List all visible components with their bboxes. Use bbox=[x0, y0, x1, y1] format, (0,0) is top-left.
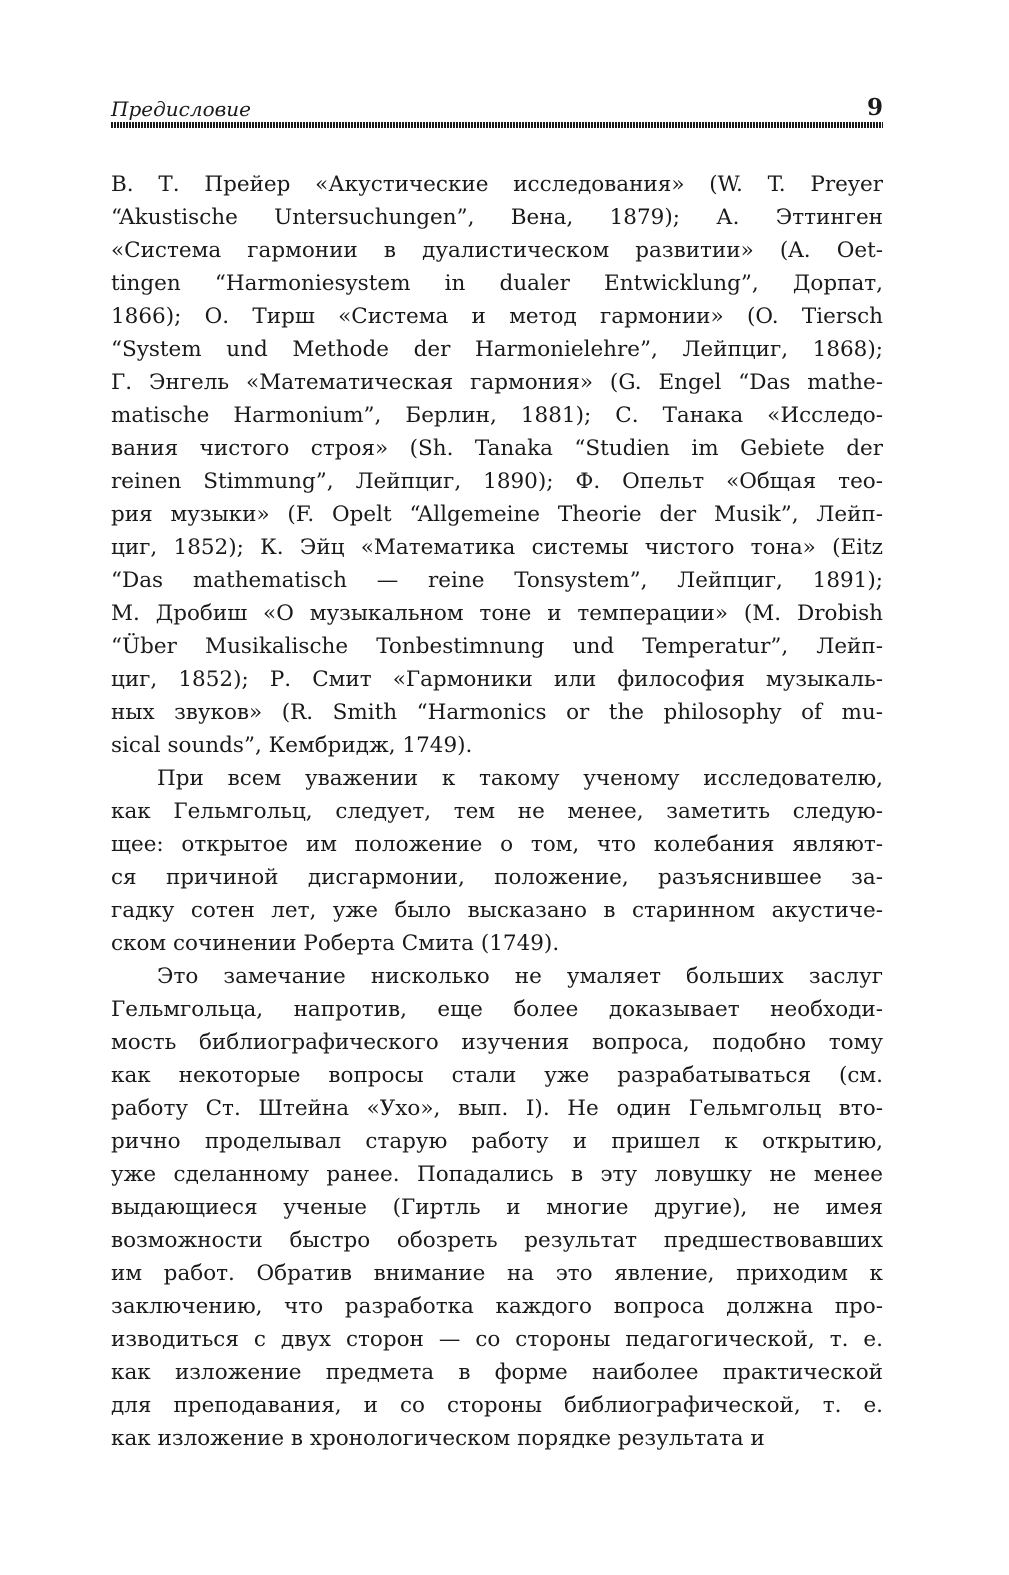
text-line: рично проделывал старую работу и пришел к открытию, bbox=[111, 1129, 883, 1154]
text-line: циг, 1852); Р. Смит «Гармоники или философия музыкаль- bbox=[111, 667, 883, 692]
text-line: заключению, что разработка каждого вопроса должна про- bbox=[111, 1294, 883, 1319]
header-rule bbox=[111, 122, 883, 128]
text-line: В. Т. Прейер «Акустические исследования» (W. T. Preyer bbox=[111, 172, 883, 197]
text-line: изводиться с двух сторон — со стороны педагогической, т. е. bbox=[111, 1327, 883, 1352]
text-line: reinen Stimmung”, Лейпциг, 1890); Ф. Опельт «Общая тео- bbox=[111, 469, 883, 494]
text-line: вания чистого строя» (Sh. Tanaka “Studien im Gebiete der bbox=[111, 436, 883, 461]
text-line: ском сочинении Роберта Смита (1749). bbox=[111, 931, 560, 956]
text-line: как Гельмгольц, следует, тем не менее, заметить следую- bbox=[111, 799, 883, 824]
text-line: «Система гармонии в дуалистическом развитии» (A. Oet- bbox=[111, 238, 883, 263]
text-line: для преподавания, и со стороны библиографической, т. е. bbox=[111, 1393, 883, 1418]
text-line: ся причиной дисгармонии, положение, разъяснившее за- bbox=[111, 865, 883, 890]
text-line: ных звуков» (R. Smith “Harmonics or the philosophy of mu- bbox=[111, 700, 883, 725]
text-line: как изложение в хронологическом порядке результата и bbox=[111, 1426, 765, 1451]
text-line: рия музыки» (F. Opelt “Allgemeine Theorie der Musik”, Лейп- bbox=[111, 502, 883, 527]
text-line: Гельмгольца, напротив, еще более доказывает необходи- bbox=[111, 997, 883, 1022]
text-line: как некоторые вопросы стали уже разрабатываться (см. bbox=[111, 1063, 883, 1088]
text-line: “Über Musikalische Tonbestimnung und Temperatur”, Лейп- bbox=[111, 634, 883, 659]
text-line: работу Ст. Штейна «Ухо», вып. I). Не один Гельмгольц вто- bbox=[111, 1096, 883, 1121]
paragraph bbox=[111, 168, 883, 762]
text-line: matische Harmonium”, Берлин, 1881); С. Танака «Исследо- bbox=[111, 403, 883, 428]
text-line: Г. Энгель «Математическая гармония» (G. Engel “Das mathe- bbox=[111, 370, 883, 395]
text-line: “Akustische Untersuchungen”, Вена, 1879); А. Эттинген bbox=[111, 205, 883, 230]
text-line: выдающиеся ученые (Гиртль и многие другие), не имея bbox=[111, 1195, 883, 1220]
text-line: sical sounds”, Кембридж, 1749). bbox=[111, 733, 473, 758]
section-title: Предисловие bbox=[111, 97, 251, 121]
text-line: При всем уважении к такому ученому исследователю, bbox=[157, 766, 883, 791]
paragraph bbox=[111, 960, 883, 1455]
text-line: гадку сотен лет, уже было высказано в старинном акустиче- bbox=[111, 898, 883, 923]
text-line: М. Дробиш «О музыкальном тоне и темперации» (M. Drobish bbox=[111, 601, 883, 626]
page-number: 9 bbox=[866, 94, 883, 121]
text-line: tingen “Harmoniesystem in dualer Entwicklung”, Дорпат, bbox=[111, 271, 883, 296]
text-line: 1866); О. Тирш «Система и метод гармонии» (O. Tiersch bbox=[111, 304, 883, 329]
text-line: возможности быстро обозреть результат предшествовавших bbox=[111, 1228, 883, 1253]
text-line: “Das mathematisch — reine Tonsystem”, Лейпциг, 1891); bbox=[111, 568, 883, 593]
text-line: Это замечание нисколько не умаляет больших заслуг bbox=[157, 964, 883, 989]
running-head bbox=[111, 96, 883, 126]
text-line: им работ. Обратив внимание на это явление, приходим к bbox=[111, 1261, 883, 1286]
text-line: как изложение предмета в форме наиболее практической bbox=[111, 1360, 883, 1385]
text-line: уже сделанному ранее. Попадались в эту ловушку не менее bbox=[111, 1162, 883, 1187]
text-line: мость библиографического изучения вопроса, подобно тому bbox=[111, 1030, 883, 1055]
text-line: циг, 1852); К. Эйц «Математика системы чистого тона» (Eitz bbox=[111, 535, 883, 560]
text-line: щее: открытое им положение о том, что колебания являют- bbox=[111, 832, 883, 857]
text-line: “System und Methode der Harmonielehre”, Лейпциг, 1868); bbox=[111, 337, 883, 362]
body-text bbox=[111, 168, 883, 1455]
paragraph bbox=[111, 762, 883, 960]
